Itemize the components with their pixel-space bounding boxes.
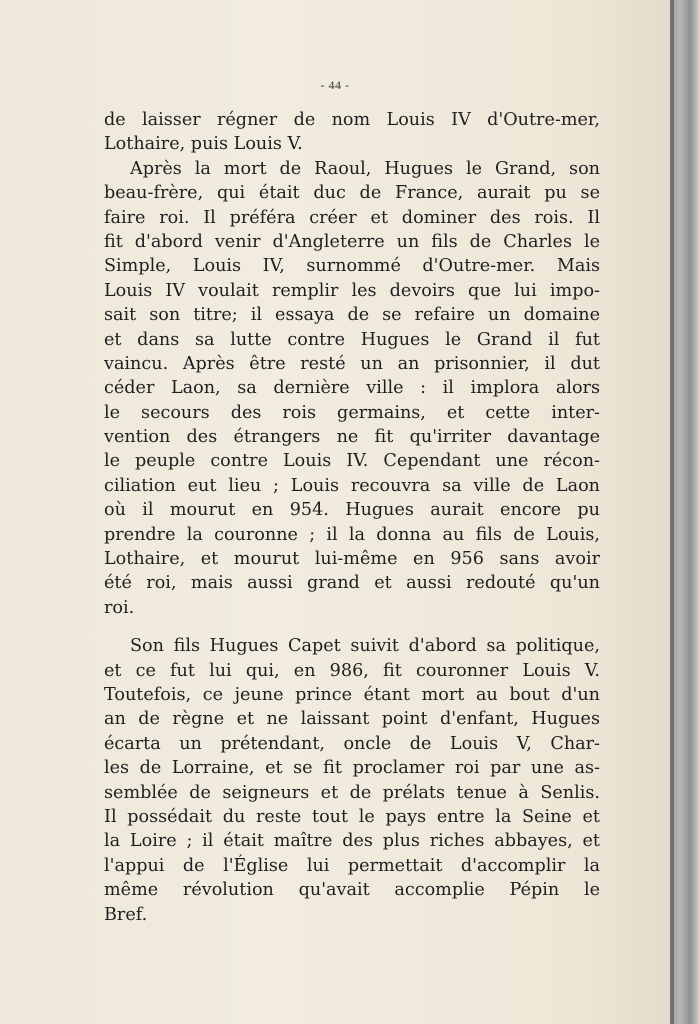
text-line: Après la mort de Raoul, Hugues le Grand, son bbox=[130, 158, 600, 179]
text-line: prendre la couronne ; il la donna au fils de Louis, bbox=[104, 524, 600, 545]
text-line: roi. bbox=[104, 597, 135, 618]
text-line: fit d'abord venir d'Angleterre un fils de Charles le bbox=[104, 231, 600, 252]
text-line: Bref. bbox=[104, 904, 148, 925]
text-line: Il possédait du reste tout le pays entre la Seine et bbox=[104, 806, 600, 827]
paragraph bbox=[104, 634, 600, 927]
text-line: semblée de seigneurs et de prélats tenue à Senlis. bbox=[104, 782, 600, 803]
text-line: où il mourut en 954. Hugues aurait encore pu bbox=[104, 500, 600, 521]
text-line: Son fils Hugues Capet suivit d'abord sa politique, bbox=[130, 636, 600, 657]
page-edge bbox=[670, 0, 699, 1024]
text-line: Toutefois, ce jeune prince étant mort au bout d'un bbox=[104, 684, 600, 705]
text-line: faire roi. Il préféra créer et dominer des rois. Il bbox=[104, 207, 600, 228]
text-line: ciliation eut lieu ; Louis recouvra sa ville de Laon bbox=[104, 475, 600, 496]
text-line: Simple, Louis IV, surnommé d'Outre-mer. Mais bbox=[104, 256, 600, 277]
text-line: et ce fut lui qui, en 986, fit couronner Louis V. bbox=[104, 660, 600, 681]
page-text bbox=[104, 108, 600, 927]
text-line: Louis IV voulait remplir les devoirs que lui impo- bbox=[104, 280, 600, 301]
text-line: même révolution qu'avait accomplie Pépin le bbox=[104, 880, 600, 901]
text-line: le peuple contre Louis IV. Cependant une récon- bbox=[104, 451, 600, 472]
text-line: Lothaire, puis Louis V. bbox=[104, 134, 303, 155]
text-line: le secours des rois germains, et cette inter- bbox=[104, 402, 600, 423]
text-line: été roi, mais aussi grand et aussi redouté qu'un bbox=[104, 573, 600, 594]
text-line: de laisser régner de nom Louis IV d'Outre-mer, bbox=[104, 110, 600, 130]
text-line: l'appui de l'Église lui permettait d'accomplir la bbox=[104, 855, 600, 876]
text-line: an de règne et ne laissant point d'enfant, Hugues bbox=[104, 709, 600, 730]
paragraph bbox=[104, 157, 600, 620]
text-line: vention des étrangers ne fit qu'irriter davantage bbox=[104, 427, 600, 448]
page-number: - 44 - bbox=[320, 78, 350, 92]
text-line: et dans sa lutte contre Hugues le Grand il fut bbox=[104, 329, 600, 350]
paragraph bbox=[104, 108, 600, 157]
text-line: céder Laon, sa dernière ville : il implora alors bbox=[104, 378, 600, 399]
text-line: la Loire ; il était maître des plus riches abbayes, et bbox=[104, 831, 600, 852]
paragraph-gap bbox=[104, 620, 600, 634]
text-line: vaincu. Après être resté un an prisonnier, il dut bbox=[104, 353, 600, 374]
text-line: écarta un prétendant, oncle de Louis V, Char- bbox=[104, 733, 600, 754]
text-line: sait son titre; il essaya de se refaire un domaine bbox=[104, 305, 600, 326]
text-line: Lothaire, et mourut lui-même en 956 sans avoir bbox=[104, 549, 600, 570]
text-line: les de Lorraine, et se fit proclamer roi par une as- bbox=[104, 758, 600, 779]
text-line: beau-frère, qui était duc de France, aurait pu se bbox=[104, 183, 600, 204]
